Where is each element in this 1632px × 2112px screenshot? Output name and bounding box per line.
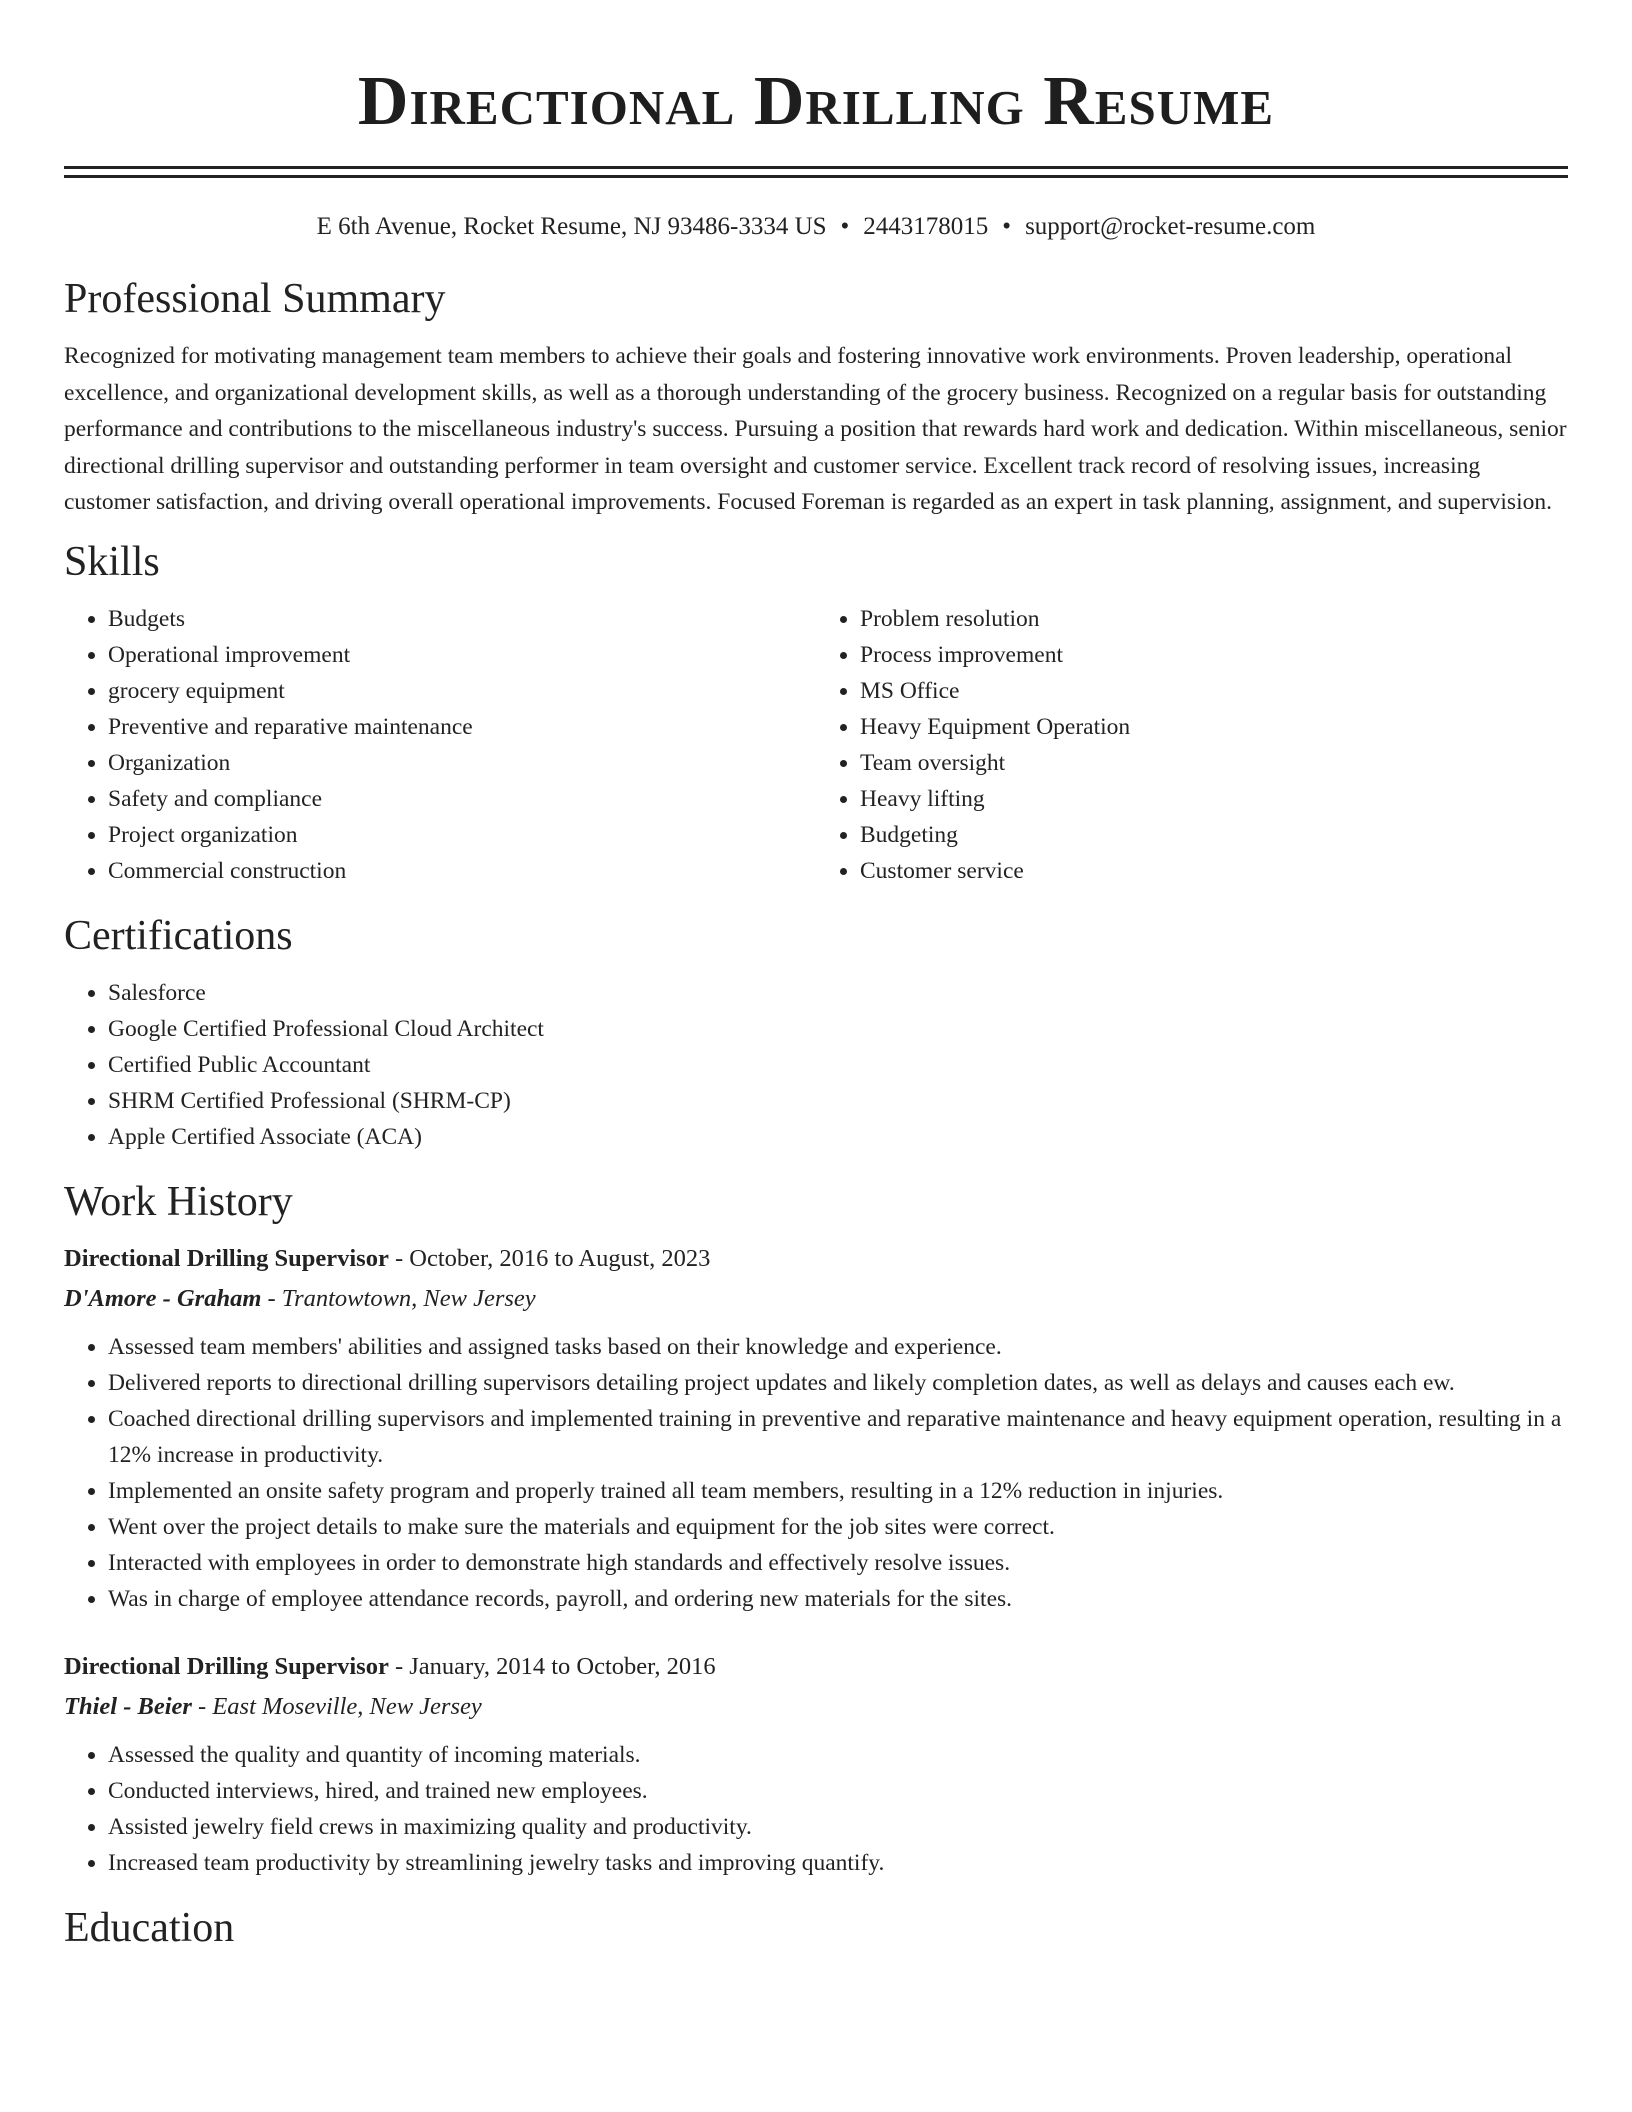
certifications-heading: Certifications bbox=[64, 912, 293, 959]
summary-section bbox=[64, 274, 1568, 521]
duty-item: • Implemented an onsite safety program and properly trained all team members, resulting in a 12% reduction in injuries. bbox=[108, 1473, 1568, 1509]
job-header bbox=[64, 1647, 1568, 1687]
skill-item: • Budgeting bbox=[860, 817, 1568, 853]
skills-list-left bbox=[64, 601, 816, 889]
skill-item: • MS Office bbox=[860, 673, 1568, 709]
skill-item: • Organization bbox=[108, 745, 816, 781]
duty-item: • Delivered reports to directional drilling supervisors detailing project updates and likely completion dates, as well as delays and causes each ew. bbox=[108, 1365, 1568, 1401]
duty-item: • Interacted with employees in order to demonstrate high standards and effectively resolve issues. bbox=[108, 1545, 1568, 1581]
skill-item: • Operational improvement bbox=[108, 637, 816, 673]
certification-item: • Google Certified Professional Cloud Architect bbox=[108, 1011, 1568, 1047]
duty-item: • Increased team productivity by streamlining jewelry tasks and improving quantify. bbox=[108, 1845, 1568, 1881]
resume-title: Directional Drilling Resume bbox=[357, 63, 1275, 140]
job-location: - Trantowtown, New Jersey bbox=[261, 1284, 536, 1312]
summary-heading: Professional Summary bbox=[64, 276, 446, 322]
certification-item: • Salesforce bbox=[108, 975, 1568, 1011]
skill-item: • grocery equipment bbox=[108, 673, 816, 709]
job-employer bbox=[64, 1687, 1568, 1727]
skill-item: • Team oversight bbox=[860, 745, 1568, 781]
skills-columns bbox=[64, 601, 1568, 889]
contact-phone: 2443178015 bbox=[863, 213, 989, 240]
skill-item: • Safety and compliance bbox=[108, 781, 816, 817]
duty-item: • Coached directional drilling supervisors and implemented training in preventive and reparative maintenance and heavy equipment operation, resulting in a 12% increase in productivity. bbox=[108, 1401, 1568, 1473]
job-entry bbox=[64, 1239, 1568, 1617]
skills-heading: Skills bbox=[64, 538, 160, 585]
skill-item: • Heavy Equipment Operation bbox=[860, 709, 1568, 745]
skills-section bbox=[64, 537, 1568, 889]
duty-item: • Assessed team members' abilities and assigned tasks based on their knowledge and experience. bbox=[108, 1329, 1568, 1365]
summary-text: Recognized for motivating management team members to achieve their goals and fostering innovative work environments. Proven leadership, operational excellence, and organizational development skills, as well as a thorough understanding of the grocery business. Recognized on a regular basis for outstanding performance and contributions to the miscellaneous industry's success. Pursuing a position that rewards hard work and dedication. Within miscellaneous, senior directional drilling supervisor and outstanding performer in team oversight and customer service. Excellent track record of resolving issues, increasing customer satisfaction, and driving overall operational improvements. Focused Foreman is regarded as an expert in task planning, assignment, and supervision. bbox=[64, 343, 1567, 515]
skill-item: • Project organization bbox=[108, 817, 816, 853]
duty-item: • Went over the project details to make sure the materials and equipment for the job sites were correct. bbox=[108, 1509, 1568, 1545]
skill-item: • Preventive and reparative maintenance bbox=[108, 709, 816, 745]
contact-address: E 6th Avenue, Rocket Resume, NJ 93486-3334 US bbox=[316, 213, 827, 240]
certification-item: • Certified Public Accountant bbox=[108, 1047, 1568, 1083]
job-company: D'Amore - Graham bbox=[64, 1284, 262, 1312]
job-header bbox=[64, 1239, 1568, 1279]
work-history-section bbox=[64, 1177, 1568, 1881]
job-location: - East Moseville, New Jersey bbox=[191, 1692, 482, 1720]
education-heading: Education bbox=[64, 1904, 235, 1951]
skill-item: • Budgets bbox=[108, 601, 816, 637]
work-history-heading: Work History bbox=[64, 1178, 293, 1225]
contact-separator: • bbox=[840, 213, 850, 240]
job-duties bbox=[64, 1329, 1568, 1617]
certifications-section bbox=[64, 911, 1568, 1155]
certification-item: • SHRM Certified Professional (SHRM-CP) bbox=[108, 1083, 1568, 1119]
job-role: Directional Drilling Supervisor bbox=[64, 1652, 389, 1680]
job-entry bbox=[64, 1647, 1568, 1881]
skill-item: • Customer service bbox=[860, 853, 1568, 889]
certifications-list bbox=[64, 975, 1568, 1155]
skill-item: • Problem resolution bbox=[860, 601, 1568, 637]
duty-item: • Assisted jewelry field crews in maximizing quality and productivity. bbox=[108, 1809, 1568, 1845]
certification-item: • Apple Certified Associate (ACA) bbox=[108, 1119, 1568, 1155]
duty-item: • Was in charge of employee attendance records, payroll, and ordering new materials for the sites. bbox=[108, 1581, 1568, 1617]
education-section bbox=[64, 1903, 1568, 1953]
contact-email: support@rocket-resume.com bbox=[1025, 213, 1316, 240]
duty-item: • Conducted interviews, hired, and trained new employees. bbox=[108, 1773, 1568, 1809]
resume-page bbox=[64, 0, 1568, 1953]
skill-item: • Process improvement bbox=[860, 637, 1568, 673]
skill-item: • Commercial construction bbox=[108, 853, 816, 889]
title-double-rule bbox=[64, 166, 1568, 178]
job-duties bbox=[64, 1737, 1568, 1881]
job-employer bbox=[64, 1279, 1568, 1319]
contact-separator: • bbox=[1002, 213, 1012, 240]
skill-item: • Heavy lifting bbox=[860, 781, 1568, 817]
job-dates: - January, 2014 to October, 2016 bbox=[388, 1652, 716, 1680]
job-role: Directional Drilling Supervisor bbox=[64, 1244, 389, 1272]
contact-line bbox=[64, 212, 1568, 242]
duty-item: • Assessed the quality and quantity of incoming materials. bbox=[108, 1737, 1568, 1773]
job-company: Thiel - Beier bbox=[64, 1692, 192, 1720]
job-dates: - October, 2016 to August, 2023 bbox=[388, 1244, 711, 1272]
skills-list-right bbox=[816, 601, 1568, 889]
